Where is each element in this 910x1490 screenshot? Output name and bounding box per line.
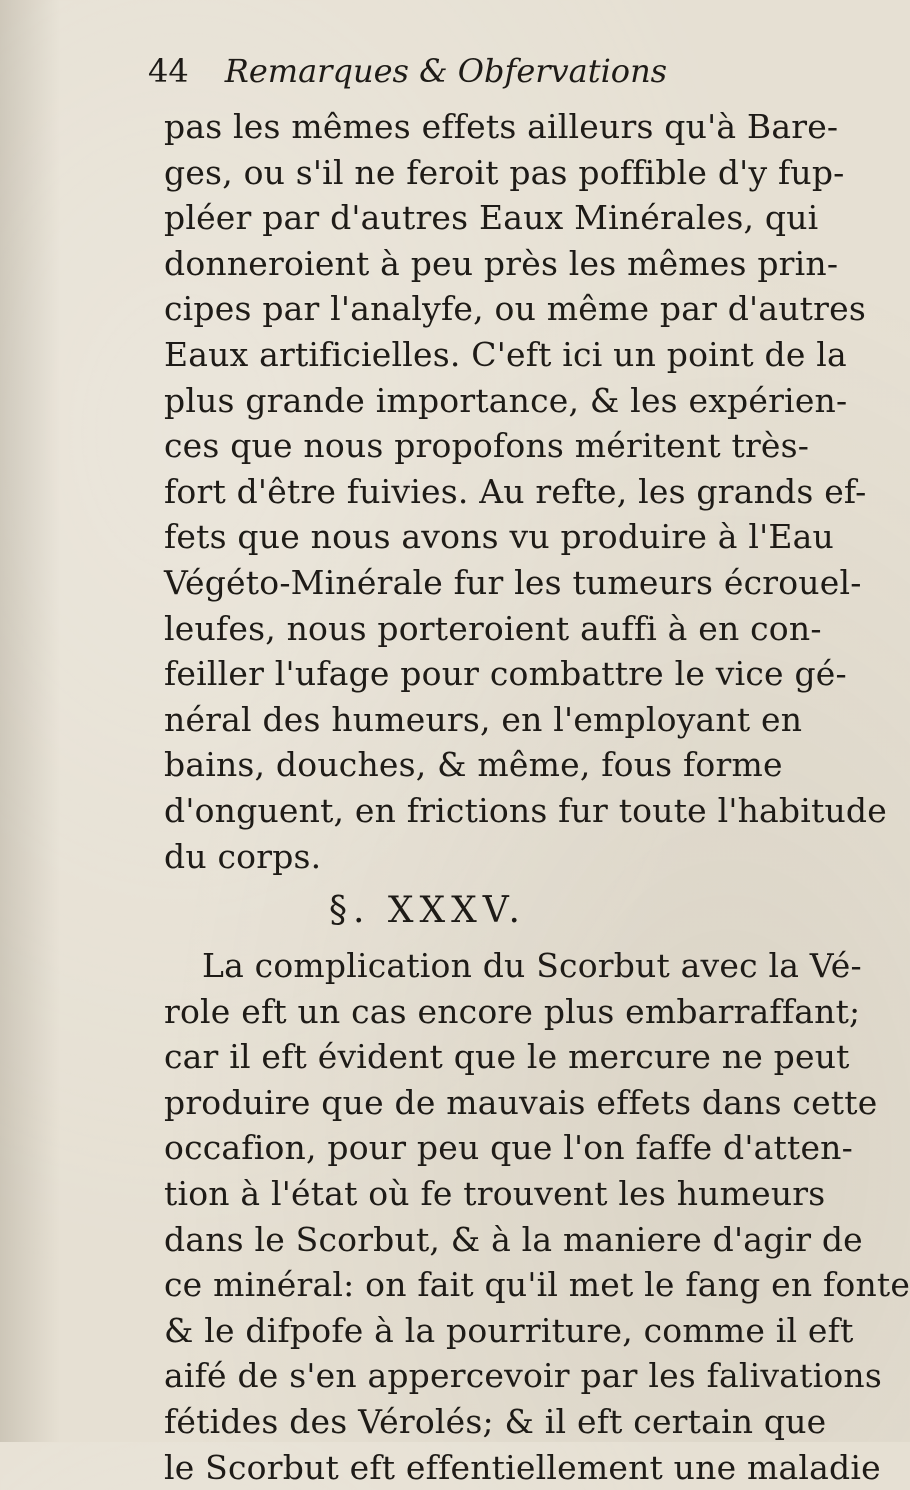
text-line: role eft un cas encore plus embarraffant;	[164, 991, 861, 1031]
section-heading: §. XXXV.	[329, 890, 526, 932]
text-line: bains, douches, & même, fous forme	[164, 745, 783, 785]
text-line: plus grande importance, & les expérien-	[164, 380, 848, 420]
running-title: Remarques & Obfervations	[224, 52, 668, 90]
running-head	[148, 52, 708, 100]
text-line: leufes, nous porteroient auffi à en con-	[164, 608, 822, 648]
text-line: ce minéral: on fait qu'il met le fang en fonte	[164, 1265, 910, 1305]
paragraph-1	[164, 104, 887, 879]
text-line: d'onguent, en frictions fur toute l'habitude	[164, 790, 887, 830]
text-line: produire que de mauvais effets dans cette	[164, 1082, 878, 1122]
body-text	[164, 104, 910, 1490]
text-line: pas les mêmes effets ailleurs qu'à Bare-	[164, 107, 839, 146]
text-line: néral des humeurs, en l'employant en	[164, 699, 803, 739]
text-line: occafion, pour peu que l'on faffe d'atten-	[164, 1128, 853, 1168]
text-line: La complication du Scorbut avec la Vé-	[202, 946, 862, 986]
text-line: donneroient à peu près les mêmes prin-	[164, 243, 839, 283]
text-line: aifé de s'en appercevoir par les falivations	[164, 1356, 883, 1396]
text-line: car il eft évident que le mercure ne peut	[164, 1037, 850, 1077]
text-line: dans le Scorbut, & à la maniere d'agir de	[164, 1219, 863, 1259]
text-line: Végéto-Minérale fur les tumeurs écrouel-	[164, 562, 862, 602]
text-line: fétides des Vérolés; & il eft certain que	[164, 1402, 827, 1442]
text-line: Eaux artificielles. C'eft ici un point de la	[164, 334, 847, 374]
text-line: du corps.	[164, 836, 322, 876]
text-line: ges, ou s'il ne feroit pas poffible d'y fup-	[164, 152, 845, 192]
page-fold-shadow	[0, 0, 60, 1442]
text-line: fort d'être fuivies. Au refte, les grands ef-	[164, 471, 867, 511]
paragraph-2	[164, 943, 910, 1490]
text-line: tion à l'état où fe trouvent les humeurs	[164, 1174, 826, 1214]
page-number: 44	[148, 52, 189, 90]
text-line: cipes par l'analyfe, ou même par d'autres	[164, 289, 866, 329]
text-line: le Scorbut eft effentiellement une maladie	[164, 1447, 881, 1487]
text-line: ces que nous propofons méritent très-	[164, 426, 810, 466]
text-line: pléer par d'autres Eaux Minérales, qui	[164, 198, 819, 238]
text-line: & le difpofe à la pourriture, comme il eft	[164, 1310, 854, 1350]
text-line: feiller l'ufage pour combattre le vice gé-	[164, 654, 847, 694]
text-line: fets que nous avons vu produire à l'Eau	[164, 517, 834, 557]
